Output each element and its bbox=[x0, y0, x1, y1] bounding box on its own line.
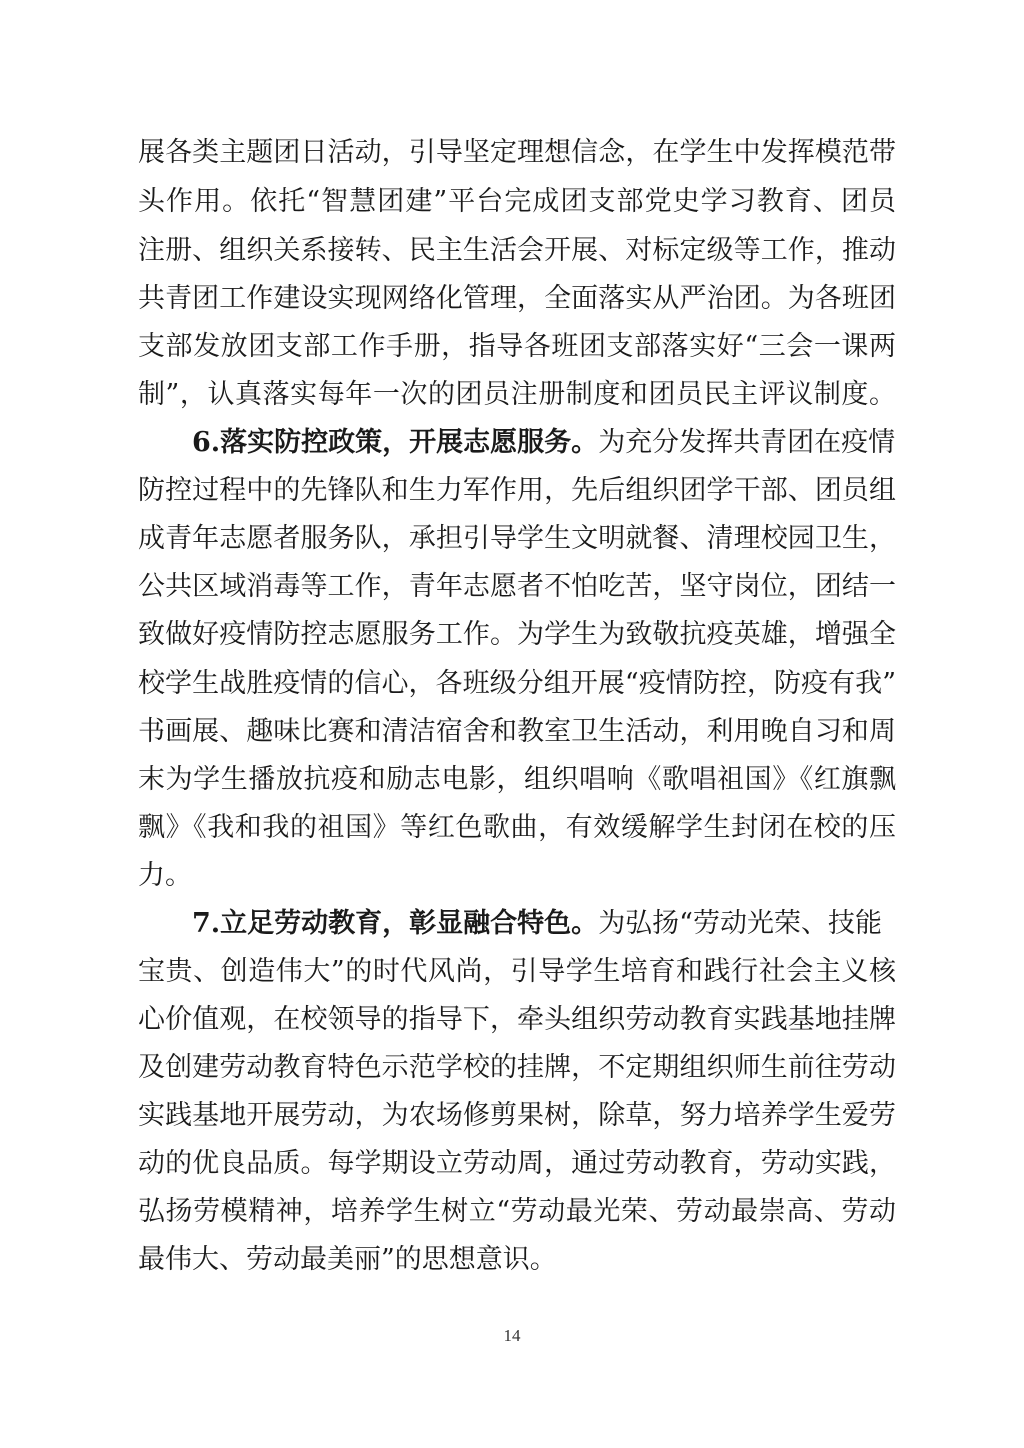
paragraph-line: 支部发放团支部工作手册，指导各班团支部落实好“三会一课两 bbox=[138, 331, 896, 362]
paragraph-line: 力。 bbox=[138, 860, 192, 891]
paragraph-line: 校学生战胜疫情的信心，各班级分组开展“疫情防控，防疫有我” bbox=[138, 668, 896, 699]
paragraph-line: 防控过程中的先锋队和生力军作用，先后组织团学干部、团员组 bbox=[138, 475, 896, 506]
paragraph-line: 最伟大、劳动最美丽”的思想意识。 bbox=[138, 1244, 557, 1275]
paragraph-line: 末为学生播放抗疫和励志电影，组织唱响《歌唱祖国》《红旗飘 bbox=[138, 764, 896, 795]
section-heading: 7.立足劳动教育，彰显融合特色。 bbox=[192, 908, 599, 939]
paragraph-line: 宝贵、创造伟大”的时代风尚，引导学生培育和践行社会主义核 bbox=[138, 956, 896, 987]
page-number: 14 bbox=[503, 1326, 521, 1345]
paragraph-line: 实践基地开展劳动，为农场修剪果树，除草，努力培养学生爱劳 bbox=[138, 1100, 896, 1131]
paragraph-line: 成青年志愿者服务队，承担引导学生文明就餐、清理校园卫生， bbox=[138, 523, 896, 554]
paragraph-line: 书画展、趣味比赛和清洁宿舍和教室卫生活动，利用晚自习和周 bbox=[138, 716, 896, 747]
paragraph-line: 心价值观，在校领导的指导下，牵头组织劳动教育实践基地挂牌 bbox=[138, 1004, 896, 1035]
section-heading: 6.落实防控政策，开展志愿服务。 bbox=[192, 427, 599, 458]
paragraph-line: 展各类主题团日活动，引导坚定理想信念，在学生中发挥模范带 bbox=[138, 137, 896, 168]
paragraph-line: 注册、组织关系接转、民主生活会开展、对标定级等工作，推动 bbox=[138, 235, 896, 266]
paragraph-line: 头作用。依托“智慧团建”平台完成团支部党史学习教育、团员 bbox=[138, 186, 896, 217]
paragraph-line: 飘》《我和我的祖国》等红色歌曲，有效缓解学生封闭在校的压 bbox=[138, 812, 896, 843]
section-text: 为充分发挥共青团在疫情 bbox=[598, 427, 896, 458]
paragraph-line: 公共区域消毒等工作，青年志愿者不怕吃苦，坚守岗位，团结一 bbox=[138, 571, 896, 602]
paragraph-line: 动的优良品质。每学期设立劳动周，通过劳动教育，劳动实践， bbox=[138, 1148, 896, 1179]
paragraph-line: 共青团工作建设实现网络化管理，全面落实从严治团。为各班团 bbox=[138, 283, 896, 314]
section-first-line bbox=[192, 898, 896, 950]
paragraph-line: 弘扬劳模精神，培养学生树立“劳动最光荣、劳动最崇高、劳动 bbox=[138, 1196, 896, 1227]
paragraph-line: 制”，认真落实每年一次的团员注册制度和团员民主评议制度。 bbox=[138, 379, 896, 410]
paragraph-line: 致做好疫情防控志愿服务工作。为学生为致敬抗疫英雄，增强全 bbox=[138, 619, 896, 650]
section-text: 为弘扬“劳动光荣、技能 bbox=[598, 908, 882, 939]
section-first-line bbox=[192, 417, 896, 469]
paragraph-line: 及创建劳动教育特色示范学校的挂牌，不定期组织师生前往劳动 bbox=[138, 1052, 896, 1083]
